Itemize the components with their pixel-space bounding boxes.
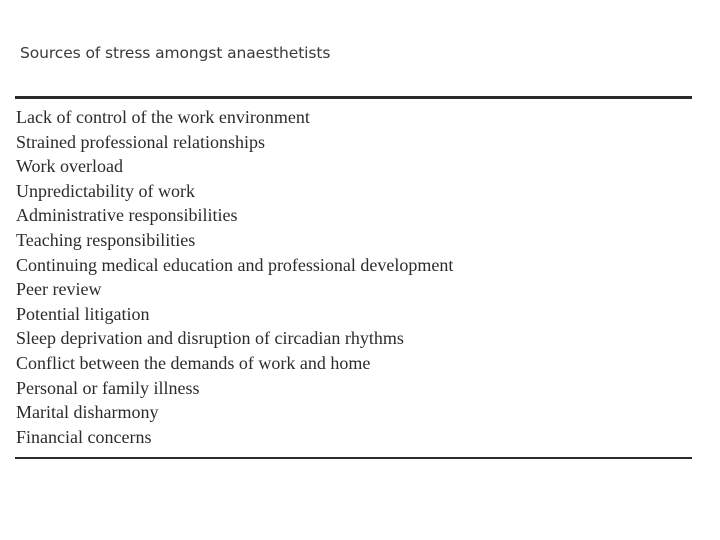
- table-top-rule: [15, 96, 692, 99]
- table-title: Sources of stress amongst anaesthetists: [20, 44, 331, 62]
- list-item: Financial concerns: [16, 426, 152, 447]
- list-item: Peer review: [16, 279, 102, 300]
- list-item: Potential litigation: [16, 303, 150, 324]
- list-item: Continuing medical education and professional development: [16, 254, 454, 275]
- list-item: Marital disharmony: [16, 402, 159, 423]
- stress-sources-list: [16, 105, 453, 449]
- list-item: Unpredictability of work: [16, 180, 195, 201]
- list-item: Teaching responsibilities: [16, 229, 196, 250]
- list-item: Administrative responsibilities: [16, 205, 238, 226]
- list-item: Work overload: [16, 156, 124, 177]
- table-bottom-rule: [15, 457, 692, 459]
- list-item: Sleep deprivation and disruption of circadian rhythms: [16, 328, 404, 349]
- list-item: Personal or family illness: [16, 377, 200, 398]
- list-item: Strained professional relationships: [16, 131, 265, 152]
- list-item: Lack of control of the work environment: [16, 107, 310, 127]
- list-item: Conflict between the demands of work and home: [16, 352, 371, 373]
